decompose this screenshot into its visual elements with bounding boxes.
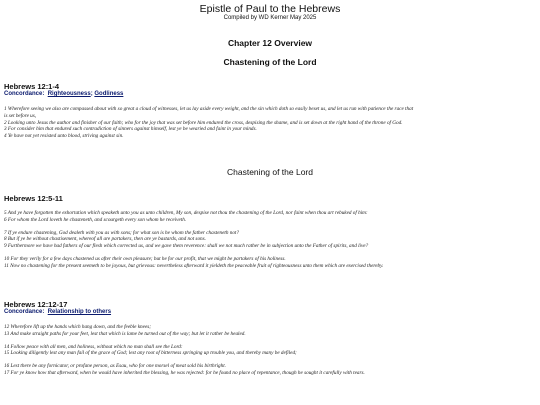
section3-verses xyxy=(4,324,536,377)
section2-verses xyxy=(4,210,536,270)
verse-line: 11 Now no chastening for the present seemeth to be joyous, but grievous: nevertheless afterward it yieldeth the peaceable fruit of righteousness unto them which are exercised thereby. xyxy=(4,262,384,269)
concordance-link-righteousness[interactable]: Righteousness xyxy=(47,91,91,97)
verse-line: 3 For consider him that endured such contradiction of sinners against himself, lest ye be wearied and faint in your minds. xyxy=(4,126,257,133)
chapter-overview-subtitle: Chastening of the Lord xyxy=(223,57,317,67)
verse-line: 4 Ye have not yet resisted unto blood, striving against sin. xyxy=(4,133,124,140)
verse-line: 10 For they verily for a few days chastened us after their own pleasure; but he for our profit, that we might be partakers of his holiness. xyxy=(4,255,286,262)
concordance-link-godliness[interactable]: Godliness xyxy=(94,91,124,97)
section1-reference: Hebrews 12:1-4 xyxy=(4,82,60,91)
section3-reference: Hebrews 12:12-17 xyxy=(4,300,68,309)
verse-line: 5 And ye have forgotten the exhortation which speaketh unto you as unto children, My son, despise not thou the chastening of the Lord, nor faint when thou art rebuked of him: xyxy=(4,210,368,216)
section1-concordance: Concordance: Righteousness; Godliness xyxy=(4,91,124,97)
section2-reference: Hebrews 12:5-11 xyxy=(4,194,63,203)
verse-line: 14 Follow peace with all men, and holiness, without which no man shall see the Lord: xyxy=(4,343,183,350)
concordance-link-relationship-to-others[interactable]: Relationship to others xyxy=(47,309,112,315)
verse-line: 7 If ye endure chastening, God dealeth with you as with sons; for what son is he whom the father chasteneth not? xyxy=(4,229,239,236)
verse-line: 13 And make straight paths for your feet, lest that which is lame be turned out of the way; but let it rather be healed. xyxy=(4,330,246,337)
verse-line: 8 But if ye be without chastisement, whereof all are partakers, then are ye bastards, and not sons. xyxy=(4,236,206,243)
section-title: Chastening of the Lord xyxy=(226,167,313,177)
verse-line: 15 Looking diligently lest any man fail of the grace of God; lest any root of bitterness springing up trouble you, and thereby many be defiled; xyxy=(4,350,297,357)
compiled-by: Compiled by WD Kerner May 2025 xyxy=(223,15,317,21)
verse-line: 12 Wherefore lift up the hands which hang down, and the feeble knees; xyxy=(4,324,151,330)
verse-line: 9 Furthermore we have had fathers of our flesh which corrected us, and we gave them reverence: shall we not much rather be in subjection unto the Father of spirits, and live? xyxy=(4,243,369,250)
verse-line: 6 For whom the Lord loveth he chasteneth, and scourgeth every son whom he receiveth. xyxy=(4,216,187,223)
verse-line: 2 Looking unto Jesus the author and finisher of our faith; who for the joy that was set before him endured the cross, despising the shame, and is set down at the right hand of the throne of God. xyxy=(4,119,403,126)
verse-line: 1 Wherefore seeing we also are compassed about with so great a cloud of witnesses, let us lay aside every weight, and the sin which doth so easily beset us, and let us run with patience the race that xyxy=(4,106,414,112)
concordance-label: Concordance: xyxy=(4,91,45,97)
section3-concordance xyxy=(4,309,111,316)
concordance-label: Concordance: xyxy=(4,309,45,315)
chapter-overview-title: Chapter 12 Overview xyxy=(227,38,313,48)
verse-line: is set before us, xyxy=(4,112,37,119)
section1-verses xyxy=(4,106,536,140)
book-title: Epistle of Paul to the Hebrews xyxy=(199,3,341,15)
verse-line: 16 Lest there be any fornicator, or profane person, as Esau, who for one morsel of meat sold his birthright. xyxy=(4,363,226,370)
verse-line: 17 For ye know how that afterward, when he would have inherited the blessing, he was rejected: for he found no place of repentance, though he sought it carefully with tears. xyxy=(4,369,365,376)
